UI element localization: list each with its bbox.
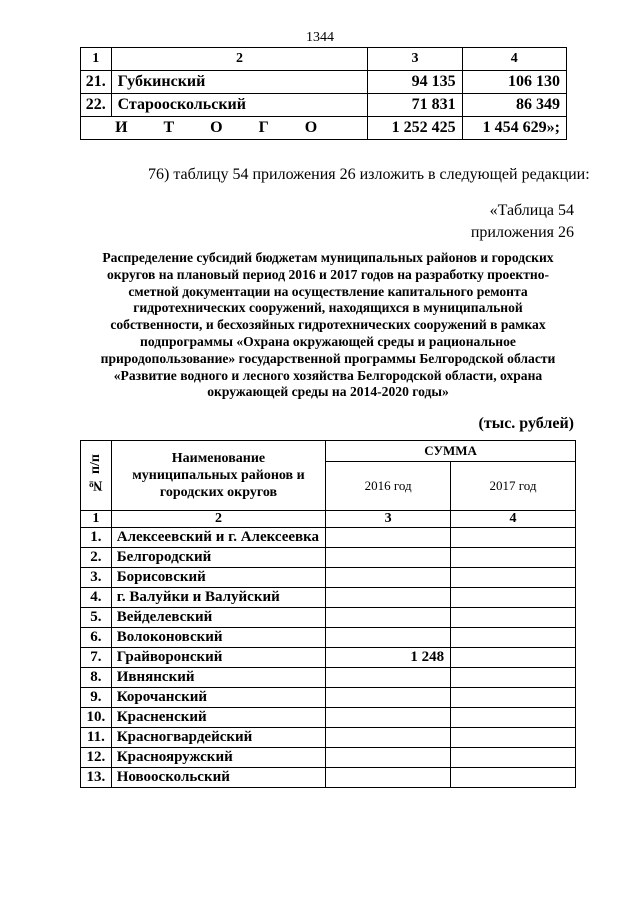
row-value-2016 bbox=[326, 548, 451, 568]
row-name: Губкинский bbox=[111, 71, 368, 94]
row-number: 3. bbox=[81, 568, 112, 588]
row-value-2016 bbox=[326, 728, 451, 748]
row-name: Ивнянский bbox=[111, 668, 325, 688]
row-name: Красненский bbox=[111, 708, 325, 728]
table-row bbox=[81, 628, 576, 648]
table-row bbox=[81, 548, 576, 568]
page-number: 1344 bbox=[306, 30, 334, 45]
row-value-2016 bbox=[326, 588, 451, 608]
colnum-1: 1 bbox=[81, 511, 112, 528]
row-number: 8. bbox=[81, 668, 112, 688]
row-number: 5. bbox=[81, 608, 112, 628]
row-value-2017 bbox=[451, 708, 576, 728]
row-value-2017 bbox=[451, 728, 576, 748]
row-value-2016 bbox=[326, 768, 451, 788]
row-value-2017 bbox=[451, 668, 576, 688]
row-number: 13. bbox=[81, 768, 112, 788]
row-number: 6. bbox=[81, 628, 112, 648]
total-label: И Т О Г О bbox=[81, 117, 368, 140]
row-name: г. Валуйки и Валуйский bbox=[111, 588, 325, 608]
row-value-2016: 94 135 bbox=[368, 71, 462, 94]
table-reference bbox=[470, 200, 574, 244]
row-number: 21. bbox=[81, 71, 112, 94]
table-row bbox=[81, 608, 576, 628]
total-2017: 1 454 629»; bbox=[462, 117, 566, 140]
row-number: 22. bbox=[81, 94, 112, 117]
row-value-2016 bbox=[326, 528, 451, 548]
row-name: Красногвардейский bbox=[111, 728, 325, 748]
row-number: 4. bbox=[81, 588, 112, 608]
row-number: 10. bbox=[81, 708, 112, 728]
row-name: Корочанский bbox=[111, 688, 325, 708]
row-number: 1. bbox=[81, 528, 112, 548]
colnum-3: 3 bbox=[326, 511, 451, 528]
total-row bbox=[81, 117, 567, 140]
row-value-2017 bbox=[451, 688, 576, 708]
amendment-paragraph: 76) таблицу 54 приложения 26 изложить в следующей редакции: bbox=[148, 166, 590, 183]
table-row bbox=[81, 708, 576, 728]
row-number: 7. bbox=[81, 648, 112, 668]
row-value-2017 bbox=[451, 648, 576, 668]
row-name: Алексеевский и г. Алексеевка bbox=[111, 528, 325, 548]
top-col-2: 2 bbox=[111, 48, 368, 71]
row-value-2017 bbox=[451, 768, 576, 788]
row-name: Волоконовский bbox=[111, 628, 325, 648]
table-reference-line1: «Таблица 54 bbox=[489, 202, 574, 219]
row-name: Краснояружский bbox=[111, 748, 325, 768]
main-table bbox=[80, 440, 576, 788]
row-value-2017 bbox=[451, 528, 576, 548]
table-row bbox=[81, 728, 576, 748]
top-table-header-row bbox=[81, 48, 567, 71]
row-name: Борисовский bbox=[111, 568, 325, 588]
unit-label: (тыс. рублей) bbox=[478, 415, 574, 432]
row-name: Грайворонский bbox=[111, 648, 325, 668]
row-value-2016 bbox=[326, 708, 451, 728]
row-value-2017 bbox=[451, 628, 576, 648]
column-number-row bbox=[81, 511, 576, 528]
row-value-2017: 106 130 bbox=[462, 71, 566, 94]
row-value-2017 bbox=[451, 568, 576, 588]
colnum-2: 2 bbox=[111, 511, 325, 528]
top-col-3: 3 bbox=[368, 48, 462, 71]
table-row bbox=[81, 648, 576, 668]
table-row bbox=[81, 768, 576, 788]
row-value-2016 bbox=[326, 688, 451, 708]
row-value-2016 bbox=[326, 668, 451, 688]
row-value-2016: 71 831 bbox=[368, 94, 462, 117]
row-name: Старооскольский bbox=[111, 94, 368, 117]
table-row bbox=[81, 748, 576, 768]
header-number: № п/п bbox=[87, 453, 103, 493]
table-row bbox=[81, 668, 576, 688]
table-reference-line2: приложения 26 bbox=[470, 224, 574, 241]
table-row bbox=[81, 568, 576, 588]
row-value-2017 bbox=[451, 608, 576, 628]
top-table bbox=[80, 47, 567, 140]
row-value-2017: 86 349 bbox=[462, 94, 566, 117]
row-number: 9. bbox=[81, 688, 112, 708]
total-2016: 1 252 425 bbox=[368, 117, 462, 140]
row-value-2017 bbox=[451, 588, 576, 608]
top-col-1: 1 bbox=[81, 48, 112, 71]
row-value-2016 bbox=[326, 568, 451, 588]
row-value-2017 bbox=[451, 748, 576, 768]
table-row bbox=[81, 94, 567, 117]
row-number: 11. bbox=[81, 728, 112, 748]
main-table-header-row bbox=[81, 441, 576, 462]
top-col-4: 4 bbox=[462, 48, 566, 71]
header-name: Наименование муниципальных районов и городских округов bbox=[111, 441, 325, 511]
header-number-cell bbox=[81, 441, 112, 511]
row-value-2016 bbox=[326, 608, 451, 628]
row-name: Новооскольский bbox=[111, 768, 325, 788]
row-number: 2. bbox=[81, 548, 112, 568]
header-2017: 2017 год bbox=[451, 462, 576, 511]
table-row bbox=[81, 688, 576, 708]
header-sum: СУММА bbox=[326, 441, 576, 462]
table-row bbox=[81, 71, 567, 94]
table-row bbox=[81, 588, 576, 608]
row-name: Вейделевский bbox=[111, 608, 325, 628]
table-row bbox=[81, 528, 576, 548]
row-name: Белгородский bbox=[111, 548, 325, 568]
header-2016: 2016 год bbox=[326, 462, 451, 511]
row-value-2016 bbox=[326, 628, 451, 648]
row-number: 12. bbox=[81, 748, 112, 768]
table-title: Распределение субсидий бюджетам муниципальных районов и городских округов на плановый период 2016 и 2017 годов на разработку проектно-сметной документации на осуществление капитального ремонта гидротехнических сооружений, находящихся в муниципальной собственности, и бесхозяйных гидротехнических сооружений в рамках подпрограммы «Охрана окружающей среды и рациональное природопользование» государственной программы Белгородской области «Развитие водного и лесного хозяйства Белгородской области, охрана окружающей среды на 2014-2020 годы» bbox=[100, 250, 556, 400]
colnum-4: 4 bbox=[451, 511, 576, 528]
row-value-2016 bbox=[326, 748, 451, 768]
row-value-2017 bbox=[451, 548, 576, 568]
row-value-2016: 1 248 bbox=[326, 648, 451, 668]
